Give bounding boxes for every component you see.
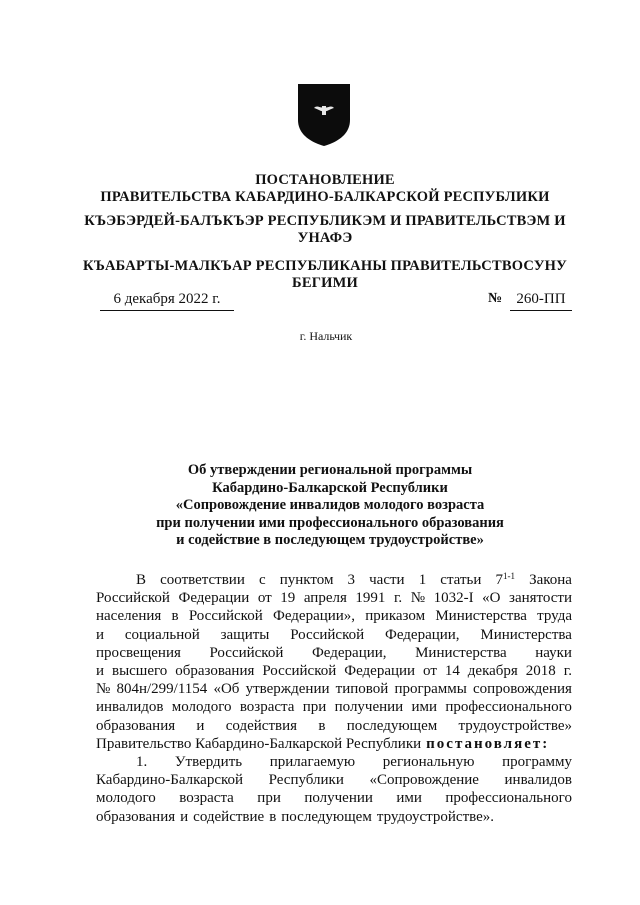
body-line-13 [96, 789, 572, 807]
body-word: возраста [179, 790, 234, 807]
body-word: при [302, 699, 327, 716]
body-word: Российской [262, 663, 337, 680]
body-word: 804н/299/1154 [116, 681, 208, 698]
body-word: занятости [509, 590, 572, 607]
body-word: содействия [225, 717, 298, 734]
body-line-1: В соответствии с пунктом 3 части 1 статьи 7$^{1-1}$ Закона [136, 571, 572, 588]
body-line-12 [96, 771, 572, 789]
body-word: инвалидов [96, 699, 164, 716]
header-title-line: ПОСТАНОВЛЕНИЕ [255, 172, 395, 188]
body-word: Российской [96, 590, 170, 607]
body-word: Министерства [415, 644, 507, 661]
body-word: при [257, 790, 281, 807]
decree-keyword: постановляет: [426, 735, 550, 752]
kabardian-header [60, 213, 590, 247]
body-word: содействие [193, 808, 265, 825]
title-line: Кабардино-Балкарской Республики [212, 479, 448, 496]
body-word: защиты [220, 626, 270, 643]
body-word: № [96, 681, 111, 698]
body-line-6 [96, 662, 572, 680]
body-line-3 [96, 607, 572, 625]
title-line: и содействие в последующем трудоустройстве» [176, 532, 484, 548]
body-word: Российской [290, 626, 365, 643]
body-word: и [96, 626, 105, 643]
body-word: 1. [136, 754, 148, 771]
body-word: в [269, 808, 277, 825]
body-word: 14 [444, 663, 460, 680]
body-word: 19 [280, 590, 296, 607]
body-word: Российской [209, 644, 284, 661]
body-word: «О [482, 590, 501, 607]
body-word: Федерации, [384, 626, 460, 643]
body-line-11 [96, 753, 572, 771]
body-word: 2018 [525, 663, 556, 680]
body-word: Кабардино-Балкарской [96, 772, 244, 789]
date-number-row [100, 291, 574, 313]
body-word: № [410, 590, 426, 607]
body-word: в [318, 717, 326, 734]
body-word: образования [96, 717, 176, 734]
body-word: науки [535, 644, 572, 661]
title-line: при получении ими профессионального образования [156, 514, 504, 531]
body-word: декабря [467, 663, 518, 680]
resolution-body [96, 571, 572, 826]
body-word: программы [394, 681, 467, 698]
body-word: г. [563, 663, 572, 680]
body-word: Федерации», [272, 608, 356, 625]
balkar-header [60, 258, 590, 292]
body-word: возраста [239, 699, 295, 716]
balkar-header-line: КЪАБАРТЫ-МАЛКЪАР РЕСПУБЛИКАНЫ ПРАВИТЕЛЬСТВОСУНУ [83, 258, 567, 274]
body-word: Российской [188, 608, 263, 625]
title-line: «Сопровождение инвалидов молодого возраста [175, 497, 485, 513]
body-word: молодого [96, 790, 156, 807]
body-word: Федерации [344, 663, 416, 680]
body-line-7 [96, 680, 572, 698]
body-word: получении [334, 699, 404, 716]
body-word: труда [537, 608, 572, 625]
resolution-header [60, 172, 590, 206]
body-word: Республики [268, 772, 344, 789]
body-word: ими [396, 790, 422, 807]
body-word: прилагаемую [269, 754, 356, 771]
body-word: сопровождения [473, 681, 572, 698]
title-line: Об утверждении региональной программы [187, 462, 473, 478]
body-word: приказом [365, 608, 426, 625]
body-word: трудоустройстве». [376, 808, 495, 825]
resolution-date: 6 декабря 2022 г. [100, 291, 234, 311]
resolution-number: 260-ПП [510, 291, 572, 311]
article-number: 7$^{1-1}$ [495, 571, 515, 588]
body-word: типовой [335, 681, 389, 698]
body-word: в [171, 608, 179, 625]
body-word: и [96, 663, 105, 680]
body-word: образования [96, 808, 176, 825]
kabardian-header-line: КЪЭБЭРДЕЙ-БАЛЪКЪЭР РЕСПУБЛИКЭМ И ПРАВИТЕЛЬСТВЭМ И [84, 213, 566, 229]
body-line-8 [96, 698, 572, 716]
body-word: 1991 [355, 590, 386, 607]
body-word: ими [411, 699, 438, 716]
body-word: образования [175, 663, 255, 680]
body-word: получении [304, 790, 373, 807]
body-word: высшего [111, 663, 168, 680]
body-word: утверждении [245, 681, 330, 698]
body-line-4 [96, 626, 572, 644]
body-word: Федерации [178, 590, 250, 607]
body-word: Министерства [435, 608, 527, 625]
body-word: Министерства [480, 626, 572, 643]
body-word: инвалидов [504, 772, 572, 789]
body-line-10: Правительство Кабардино-Балкарской Республики постановляет: [96, 735, 550, 752]
body-word: 1032-I [433, 590, 474, 607]
body-word: и [180, 808, 189, 825]
body-word: и [196, 717, 205, 734]
body-word: последующем [346, 717, 438, 734]
body-word: социальной [124, 626, 200, 643]
kabardian-header-line: УНАФЭ [297, 230, 353, 246]
coat-of-arms-emblem [296, 82, 352, 148]
balkar-header-line: БЕГИМИ [292, 275, 358, 291]
body-word: «Об [213, 681, 240, 698]
body-word: апреля [303, 590, 347, 607]
body-word: Федерации, [311, 644, 387, 661]
body-word: молодого [171, 699, 232, 716]
body-word: просвещения [96, 644, 181, 661]
body-word: трудоустройстве» [458, 717, 572, 734]
resolution-title [90, 462, 570, 550]
body-line-2 [96, 589, 572, 607]
city-label: г. Нальчик [299, 329, 353, 343]
body-word: профессионального [445, 790, 572, 807]
number-sign: № [488, 291, 503, 306]
body-word: от [423, 663, 437, 680]
body-word: программу [502, 754, 572, 771]
body-word: населения [96, 608, 162, 625]
header-title-line: ПРАВИТЕЛЬСТВА КАБАРДИНО-БАЛКАРСКОЙ РЕСПУБЛИКИ [100, 189, 550, 205]
body-line-5 [96, 644, 572, 662]
body-word: последующем [281, 808, 372, 825]
body-word: Утвердить [174, 754, 243, 771]
body-word: региональную [382, 754, 475, 771]
body-word: «Сопровождение [369, 772, 479, 789]
body-line-14 [96, 808, 572, 826]
body-word: г. [393, 590, 403, 607]
body-word: профессионального [445, 699, 572, 716]
body-word: от [257, 590, 272, 607]
body-line-9 [96, 717, 572, 735]
